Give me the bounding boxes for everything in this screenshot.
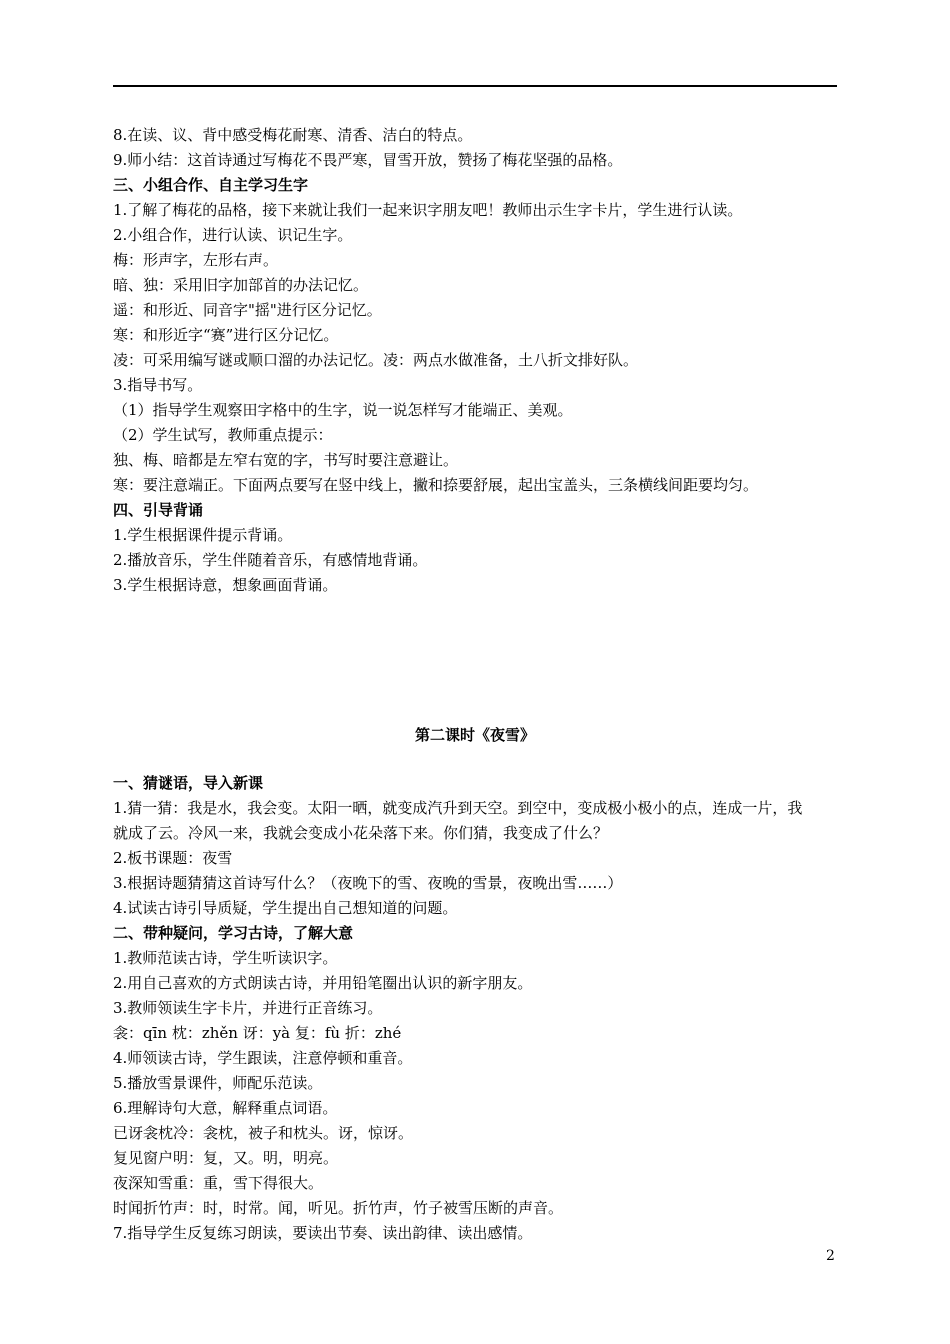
text-line: 复见窗户明：复，又。明，明亮。 [113,1149,339,1167]
text-line: 寒：和形近字“赛”进行区分记忆。 [113,326,339,344]
text-line: 3.指导书写。 [113,376,203,394]
text-line: 凌：可采用编写谜或顺口溜的办法记忆。凌：两点水做准备，土八折文排好队。 [113,351,639,369]
text-line: 2.播放音乐，学生伴随着音乐，有感情地背诵。 [113,551,428,569]
text-line: 2.板书课题：夜雪 [113,849,233,867]
text-line: 9.师小结：这首诗通过写梅花不畏严寒，冒雪开放，赞扬了梅花坚强的品格。 [113,151,623,169]
text-line: 4.试读古诗引导质疑，学生提出自己想知道的问题。 [113,899,458,917]
text-line: 梅：形声字，左形右声。 [113,251,279,269]
text-line: 衾：qīn 枕：zhěn 讶：yà 复：fù 折：zhé [113,1024,402,1042]
text-line: 3.学生根据诗意，想象画面背诵。 [113,576,338,594]
text-line: 2.小组合作，进行认读、识记生字。 [113,226,353,244]
section-heading: 四、引导背诵 [113,501,204,519]
text-line: 独、梅、暗都是左窄右宽的字，书写时要注意避让。 [113,451,459,469]
text-line: （1）指导学生观察田字格中的生字，说一说怎样写才能端正、美观。 [113,401,573,419]
text-line: 1.猜一猜：我是水，我会变。太阳一晒，就变成汽升到天空。到空中，变成极小极小的点，连成一片，我 [113,799,803,817]
text-line: 6.理解诗句大意，解释重点词语。 [113,1099,338,1117]
section-heading: 二、带种疑问，学习古诗，了解大意 [113,924,354,942]
text-line: 暗、独：采用旧字加部首的办法记忆。 [113,276,369,294]
page-number: 2 [826,1248,835,1264]
title-spacer [113,748,841,771]
lesson-title: 第二课时《夜雪》 [414,726,535,744]
header-rule [113,85,837,87]
text-line: （2）学生试写，教师重点提示： [113,426,333,444]
text-line: 5.播放雪景课件，师配乐范读。 [113,1074,323,1092]
text-line: 寒：要注意端正。下面两点要写在竖中线上，撇和捺要舒展，起出宝盖头，三条横线间距要均匀。 [113,476,759,494]
text-line: 1.了解了梅花的品格，接下来就让我们一起来识字朋友吧！教师出示生字卡片，学生进行认读。 [113,201,743,219]
lesson-two [113,771,841,1246]
lesson-one-continued [113,123,841,598]
text-line: 已讶衾枕冷：衾枕，被子和枕头。讶，惊讶。 [113,1124,414,1142]
text-line: 1.学生根据课件提示背诵。 [113,526,293,544]
text-line: 夜深知雪重：重，雪下得很大。 [113,1174,324,1192]
section-heading: 一、猜谜语，导入新课 [113,774,264,792]
text-line: 时闻折竹声：时，时常。闻，听见。折竹声，竹子被雪压断的声音。 [113,1199,564,1217]
text-line: 就成了云。冷风一来，我就会变成小花朵落下来。你们猜，我变成了什么？ [113,824,609,842]
text-line: 3.根据诗题猜猜这首诗写什么？（夜晚下的雪、夜晚的雪景，夜晚出雪……） [113,874,623,892]
text-line: 2.用自己喜欢的方式朗读古诗，并用铅笔圈出认识的新字朋友。 [113,974,533,992]
text-line: 8.在读、议、背中感受梅花耐寒、清香、洁白的特点。 [113,126,473,144]
text-line: 遥：和形近、同音字"摇"进行区分记忆。 [113,301,382,319]
text-line: 1.教师范读古诗，学生听读识字。 [113,949,338,967]
section-spacer [113,598,841,723]
section-heading: 三、小组合作、自主学习生字 [113,176,309,194]
text-line: 4.师领读古诗，学生跟读，注意停顿和重音。 [113,1049,413,1067]
text-line: 7.指导学生反复练习朗读，要读出节奏、读出韵律、读出感情。 [113,1224,533,1242]
document-body [113,123,841,1246]
text-line: 3.教师领读生字卡片，并进行正音练习。 [113,999,383,1017]
